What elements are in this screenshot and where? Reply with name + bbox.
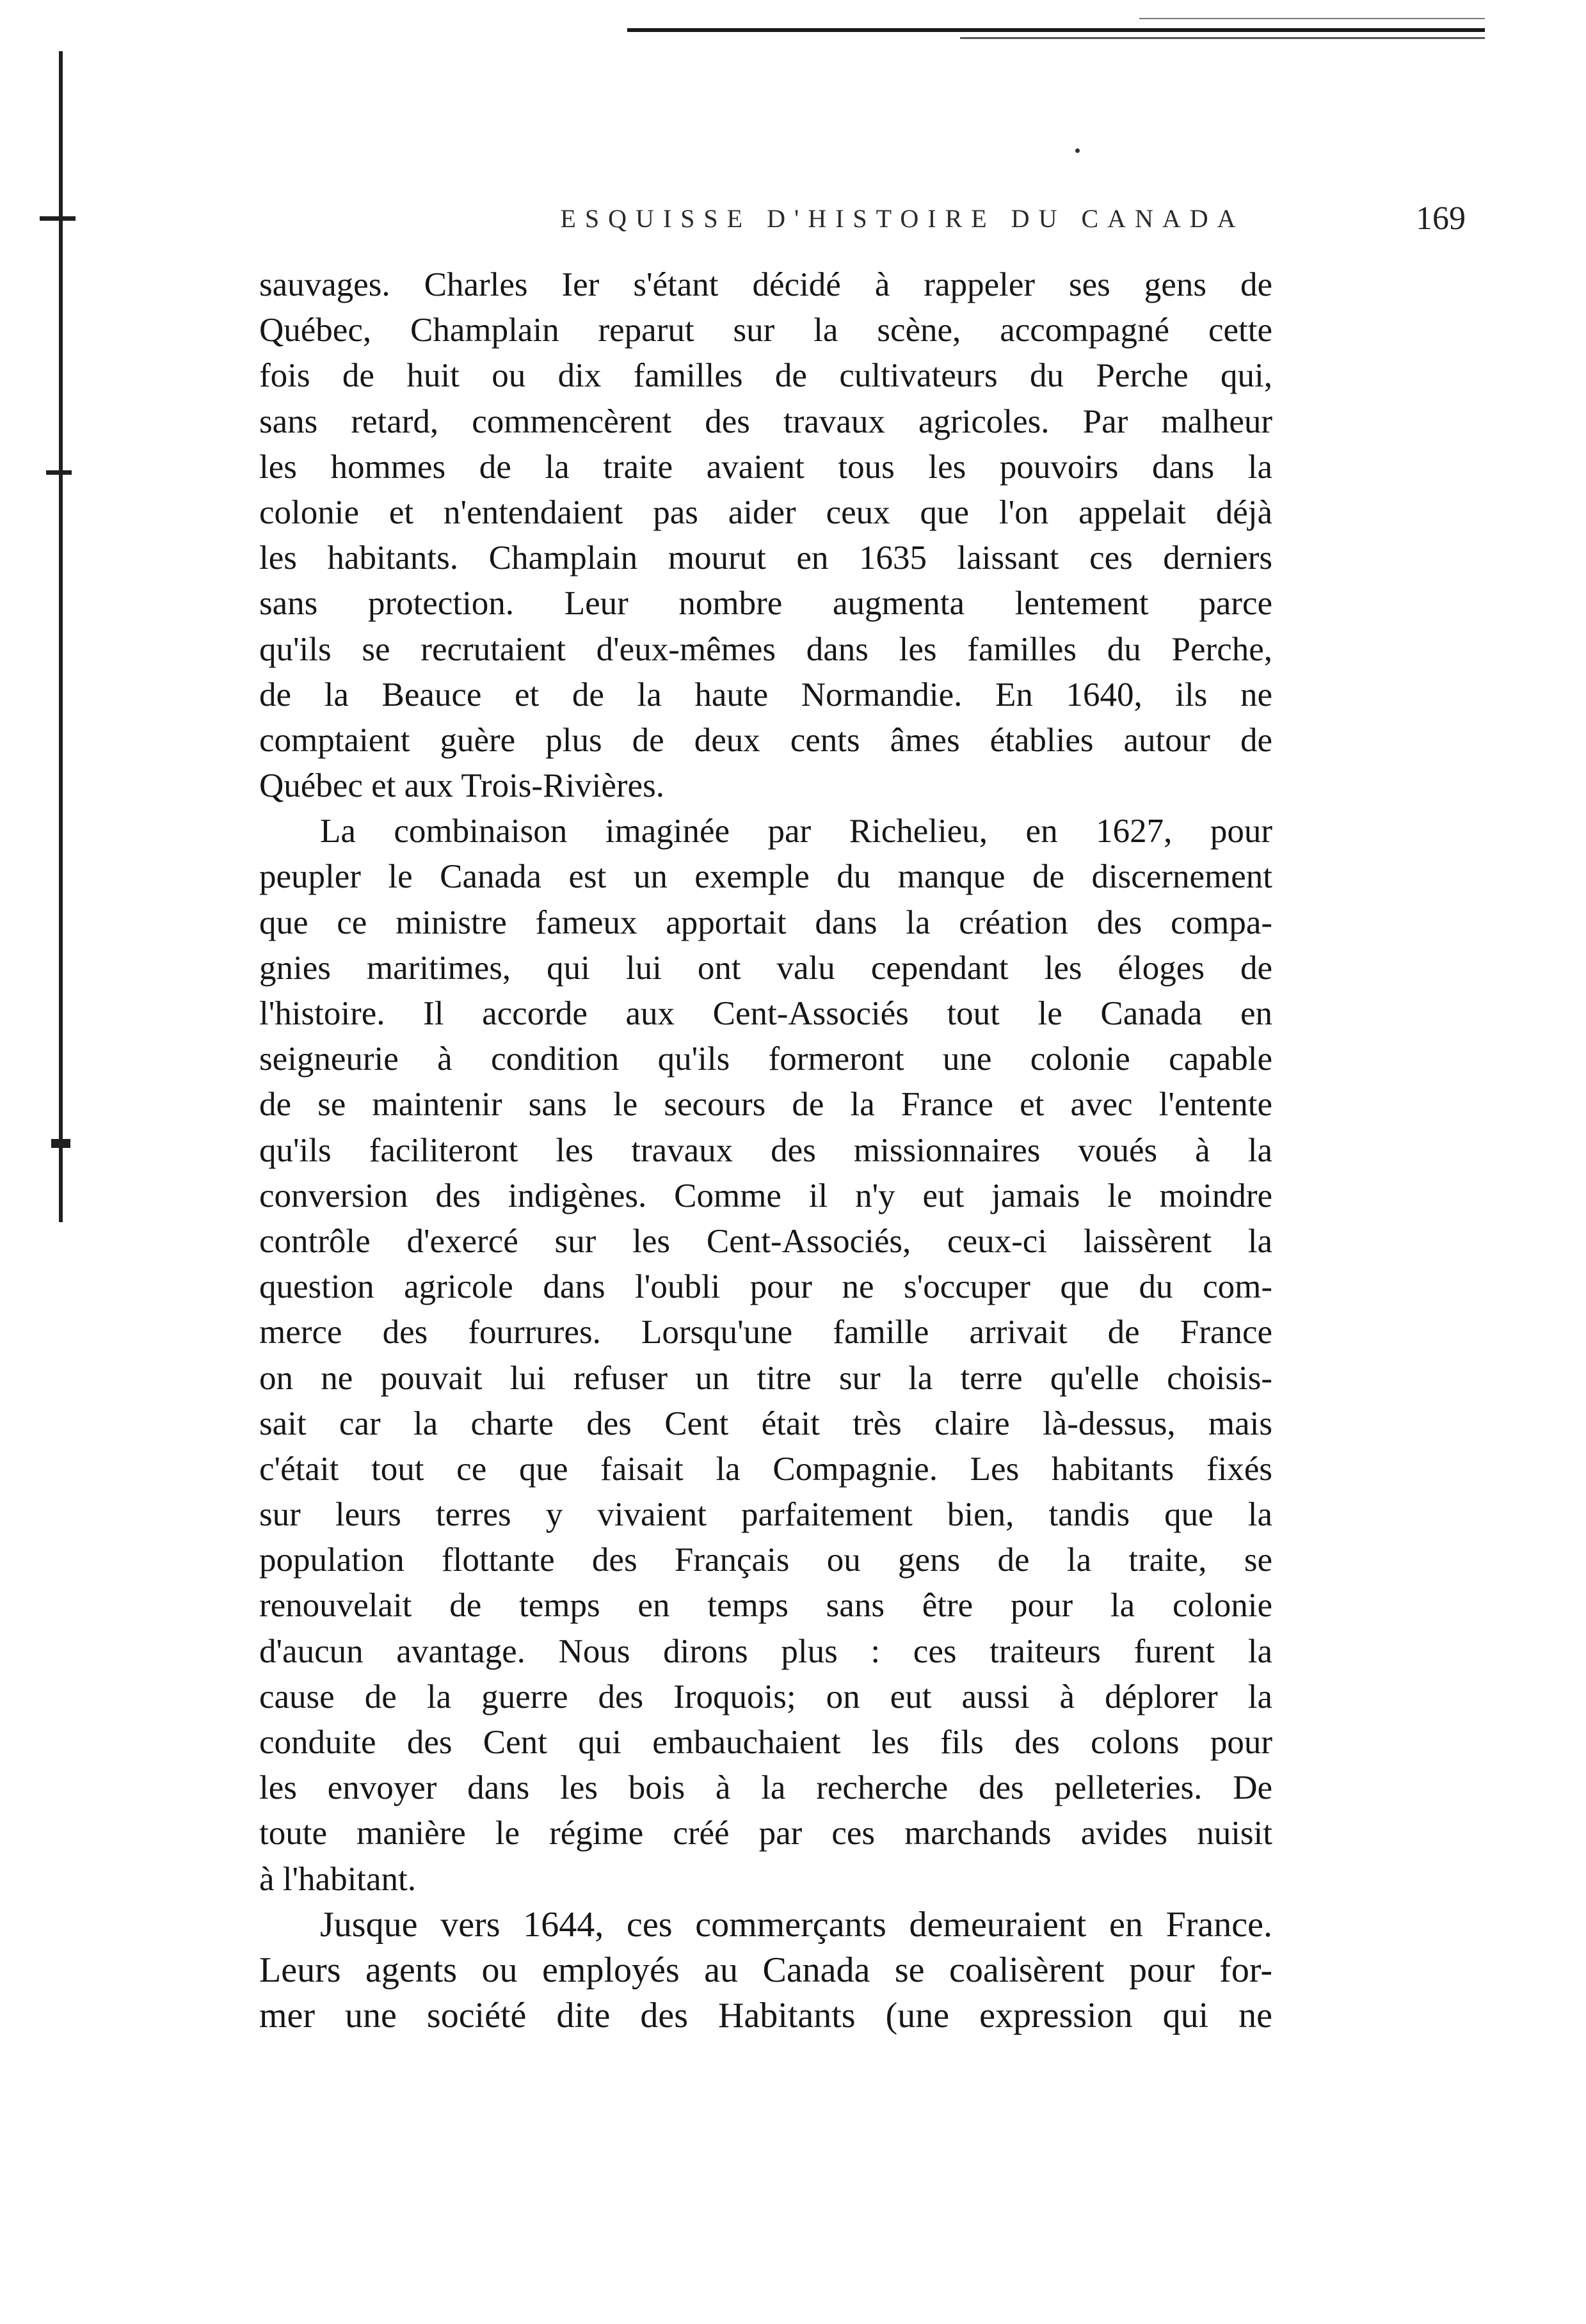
text-line: conversion des indigènes. Comme il n'y eut jamais le moindre [259, 1177, 1272, 1214]
text-line: gnies maritimes, qui lui ont valu cependant les éloges de [259, 949, 1272, 987]
text-line: les envoyer dans les bois à la recherche des pelleteries. De [259, 1769, 1272, 1807]
paragraph-3 [259, 1902, 1272, 2039]
text-line: contrôle d'exercé sur les Cent-Associés, ceux-ci laissèrent la [259, 1222, 1272, 1260]
margin-tick-1 [40, 216, 76, 221]
margin-tick-3 [51, 1139, 70, 1148]
top-scan-rule [627, 28, 1485, 32]
text-line: à l'habitant. [259, 1860, 417, 1898]
text-line: sait car la charte des Cent était très claire là-dessus, mais [259, 1405, 1272, 1442]
text-line: conduite des Cent qui embauchaient les fils des colons pour [259, 1724, 1272, 1761]
text-line: merce des fourrures. Lorsqu'une famille arrivait de France [259, 1314, 1272, 1351]
text-line: de la Beauce et de la haute Normandie. En 1640, ils ne [259, 676, 1272, 713]
text-line: colonie et n'entendaient pas aider ceux que l'on appelait déjà [259, 493, 1272, 531]
text-line: peupler le Canada est un exemple du manque de discernement [259, 858, 1272, 896]
text-line: question agricole dans l'oubli pour ne s'occuper que du com- [259, 1268, 1272, 1306]
scan-speck [1075, 148, 1080, 153]
text-line: que ce ministre fameux apportait dans la création des compa- [259, 903, 1272, 941]
running-head: ESQUISSE D'HISTOIRE DU CANADA [560, 204, 1245, 233]
paragraph-2 [259, 809, 1272, 1902]
margin-tick-2 [46, 470, 72, 475]
text-line: Leurs agents ou employés au Canada se coalisèrent pour for- [259, 1950, 1272, 1990]
text-line: sans protection. Leur nombre augmenta lentement parce [259, 585, 1272, 623]
text-line: fois de huit ou dix familles de cultivateurs du Perche qui, [259, 357, 1272, 395]
page-number: 169 [1416, 200, 1466, 237]
text-line: on ne pouvait lui refuser un titre sur la terre qu'elle choisis- [259, 1359, 1272, 1397]
text-line: sur leurs terres y vivaient parfaitement bien, tandis que la [259, 1496, 1272, 1534]
text-line: toute manière le régime créé par ces marchands avides nuisit [259, 1815, 1272, 1852]
text-line: mer une société dite des Habitants (une expression qui ne [259, 1996, 1272, 2036]
text-line: les habitants. Champlain mourut en 1635 laissant ces derniers [259, 539, 1272, 577]
text-line: qu'ils faciliteront les travaux des missionnaires voués à la [259, 1131, 1272, 1169]
text-line: l'histoire. Il accorde aux Cent-Associés tout le Canada en [259, 995, 1272, 1032]
text-line: renouvelait de temps en temps sans être pour la colonie [259, 1587, 1272, 1625]
text-line: sans retard, commencèrent des travaux agricoles. Par malheur [259, 402, 1272, 440]
body-text [259, 262, 1272, 2039]
left-margin-line [59, 51, 63, 1222]
top-scan-rule-short [1139, 18, 1485, 19]
text-line: seigneurie à condition qu'ils formeront une colonie capable [259, 1040, 1272, 1078]
top-scan-rule-thin [960, 37, 1485, 39]
text-line: sauvages. Charles Ier s'étant décidé à rappeler ses gens de [259, 266, 1272, 303]
text-line: d'aucun avantage. Nous dirons plus : ces traiteurs furent la [259, 1632, 1272, 1670]
text-line: qu'ils se recrutaient d'eux-mêmes dans les familles du Perche, [259, 630, 1272, 668]
text-line: population flottante des Français ou gens de la traite, se [259, 1541, 1272, 1579]
text-line: Jusque vers 1644, ces commerçants demeuraient en France. [320, 1904, 1272, 1945]
text-line: La combinaison imaginée par Richelieu, en 1627, pour [320, 813, 1272, 850]
text-line: Québec, Champlain reparut sur la scène, accompagné cette [259, 312, 1272, 349]
paragraph-1 [259, 262, 1272, 809]
text-line: comptaient guère plus de deux cents âmes établies autour de [259, 721, 1272, 759]
text-line: c'était tout ce que faisait la Compagnie. Les habitants fixés [259, 1450, 1272, 1488]
text-line: les hommes de la traite avaient tous les pouvoirs dans la [259, 448, 1272, 486]
text-line: de se maintenir sans le secours de la France et avec l'entente [259, 1086, 1272, 1124]
text-line: cause de la guerre des Iroquois; on eut aussi à déplorer la [259, 1678, 1272, 1715]
text-line: Québec et aux Trois-Rivières. [259, 767, 664, 805]
